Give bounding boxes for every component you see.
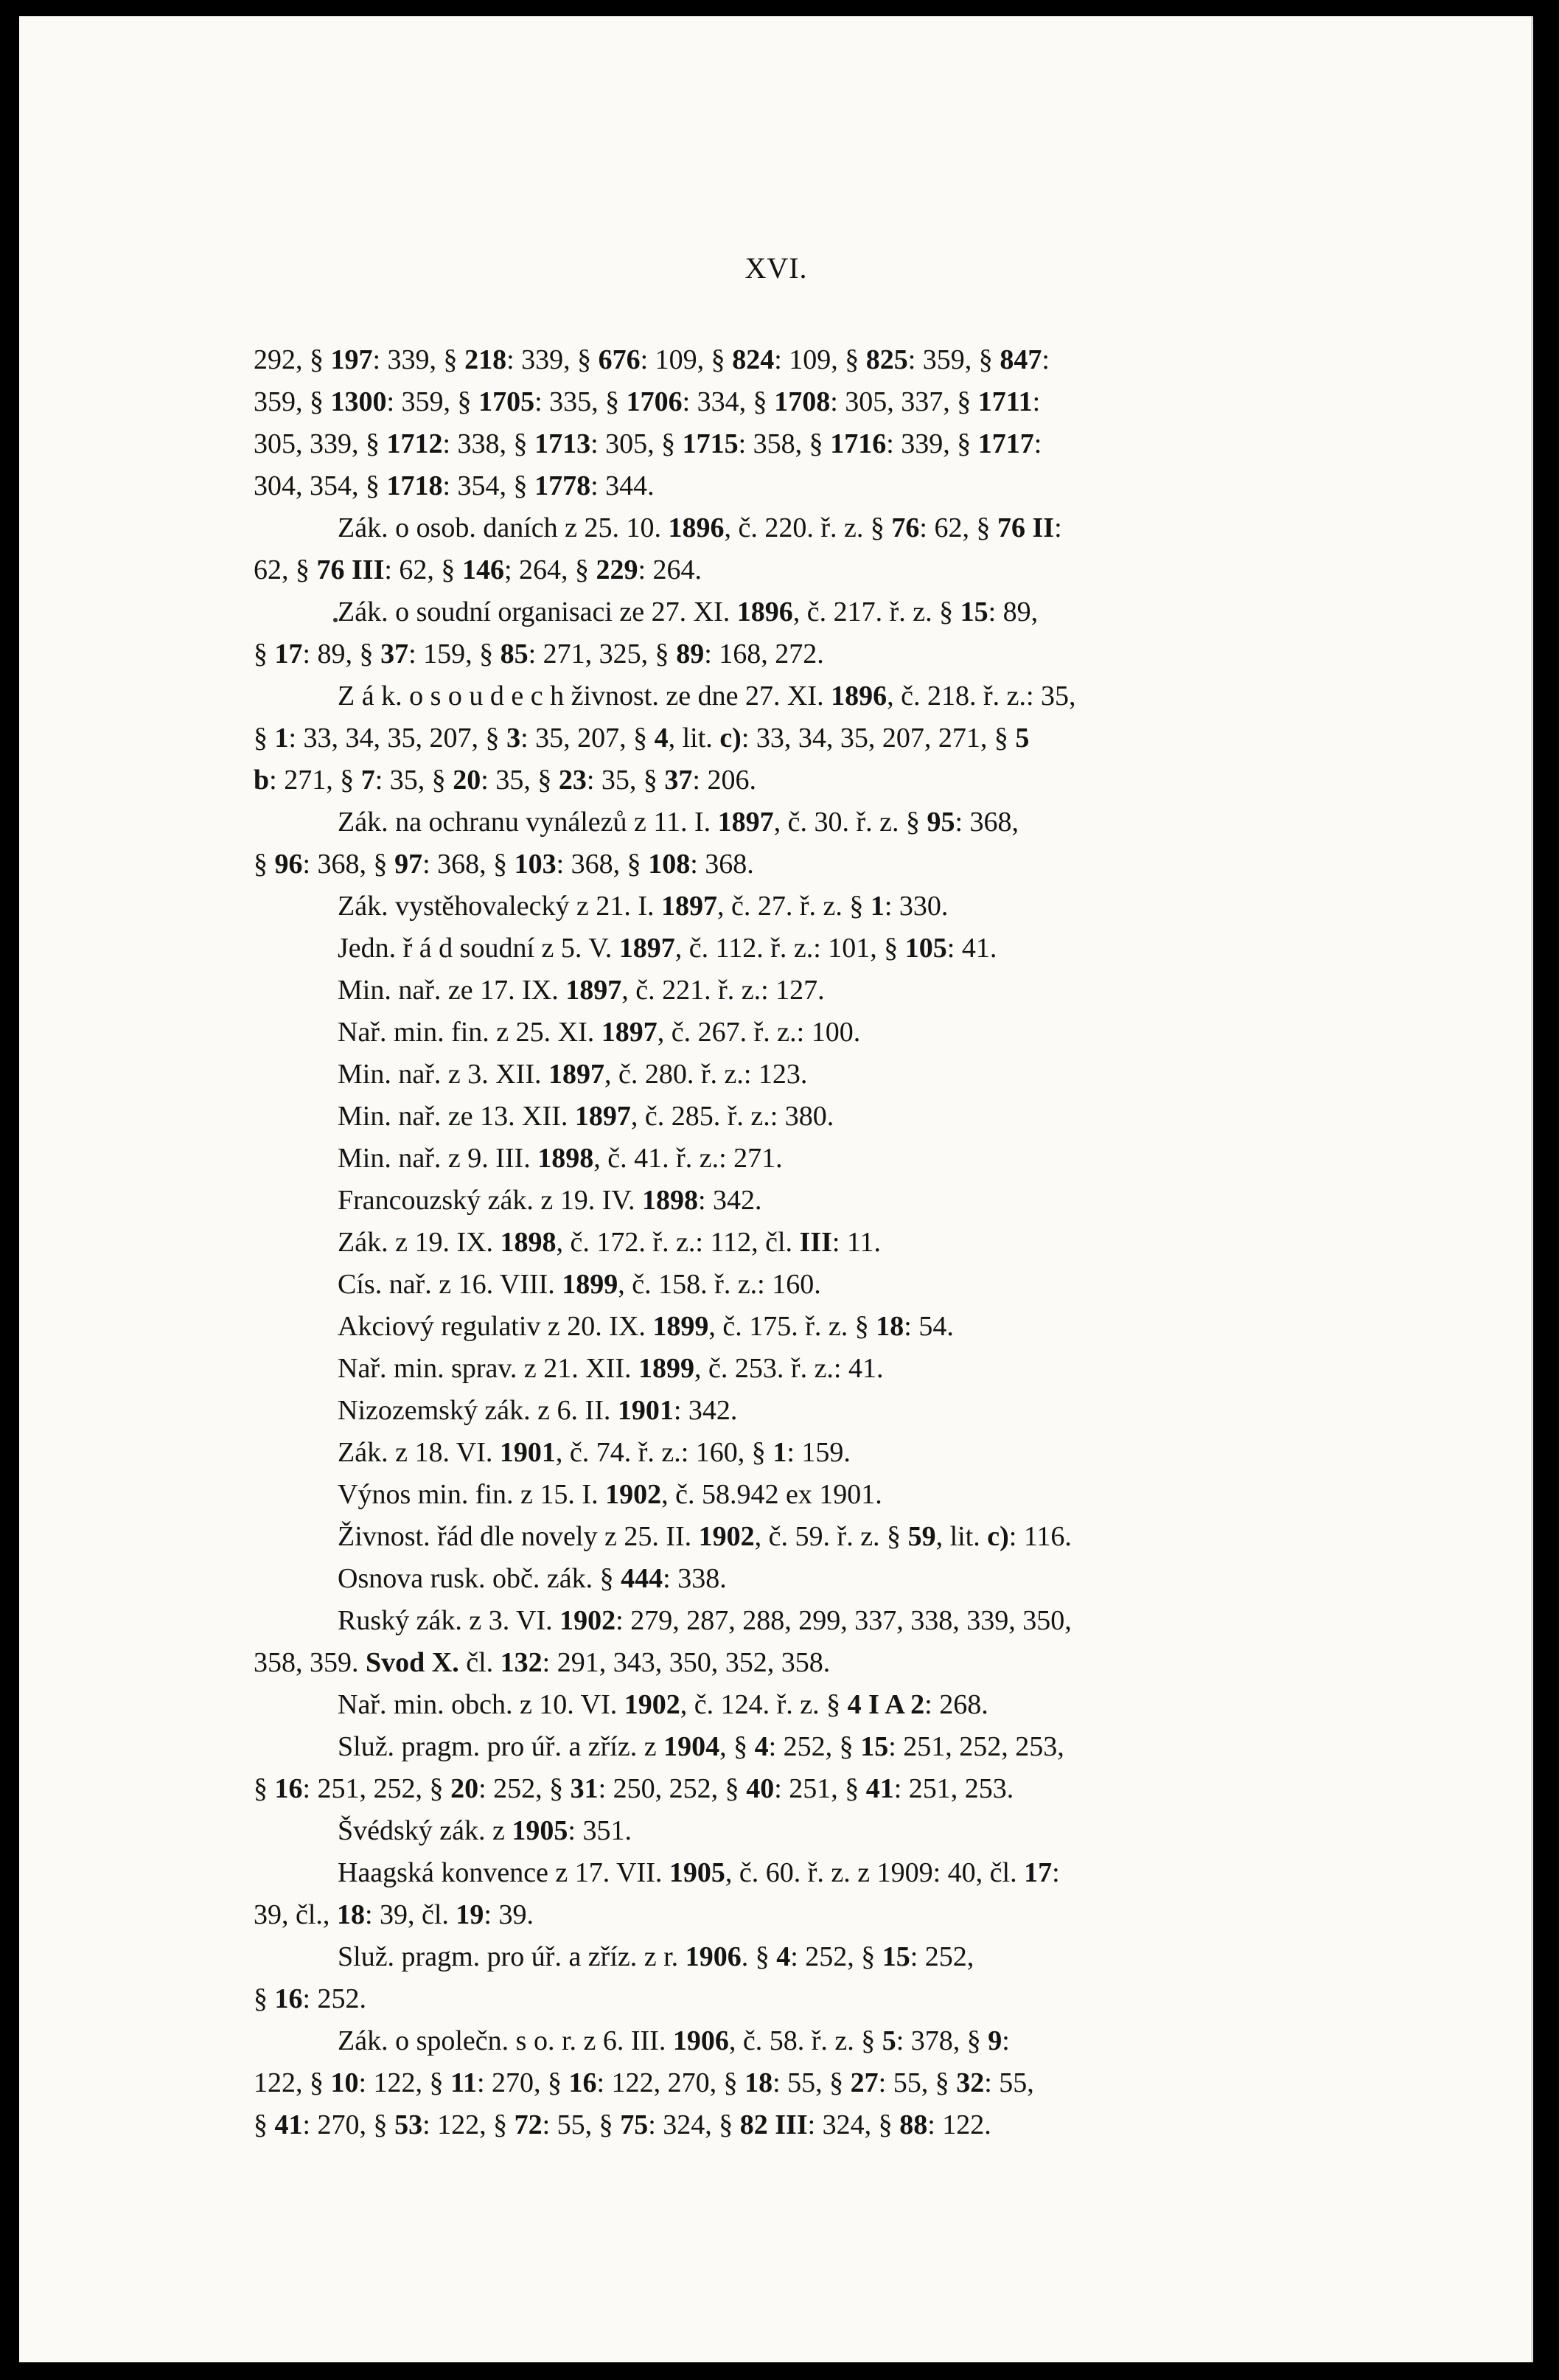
index-entry-line: Osnova rusk. obč. zák. § 444: 338. (338, 1563, 727, 1594)
index-entry-line: Švédský zák. z 1905: 351. (338, 1815, 632, 1846)
index-continuation-line: 39, čl., 18: 39, čl. 19: 39. (254, 1899, 534, 1930)
index-entry-line: Jedn. ř á d soudní z 5. V. 1897, č. 112. ř. z.: 101, § 105: 41. (338, 933, 997, 964)
index-entry-line: Živnost. řád dle novely z 25. II. 1902, č. 59. ř. z. § 59, lit. c): 116. (338, 1521, 1072, 1552)
index-entry-line: Cís. nař. z 16. VIII. 1899, č. 158. ř. z.: 160. (338, 1269, 821, 1300)
index-entry-line: Akciový regulativ z 20. IX. 1899, č. 175. ř. z. § 18: 54. (338, 1311, 954, 1342)
page-edge (1531, 16, 1533, 2362)
index-continuation-line: 62, § 76 III: 62, § 146; 264, § 229: 264. (254, 554, 702, 585)
index-entry-line: Zák. na ochranu vynálezů z 11. I. 1897, č. 30. ř. z. § 95: 368, (338, 807, 1019, 838)
index-entry-line: Služ. pragm. pro úř. a zříz. z 1904, § 4: 252, § 15: 251, 252, 253, (338, 1731, 1064, 1762)
index-continuation-line: § 41: 270, § 53: 122, § 72: 55, § 75: 324, § 82 III: 324, § 88: 122. (254, 2109, 991, 2140)
index-continuation-line: § 17: 89, § 37: 159, § 85: 271, 325, § 89: 168, 272. (254, 639, 824, 669)
index-entry-line: Zák. z 18. VI. 1901, č. 74. ř. z.: 160, § 1: 159. (338, 1437, 851, 1468)
index-continuation-line: 304, 354, § 1718: 354, § 1778: 344. (254, 470, 655, 501)
index-continuation-line: § 16: 252. (254, 1983, 367, 2014)
index-entry-line: Zák. vystěhovalecký z 21. I. 1897, č. 27. ř. z. § 1: 330. (338, 891, 949, 922)
index-continuation-line: 122, § 10: 122, § 11: 270, § 16: 122, 270, § 18: 55, § 27: 55, § 32: 55, (254, 2067, 1034, 2098)
index-entry-line: Nař. min. sprav. z 21. XII. 1899, č. 253. ř. z.: 41. (338, 1353, 884, 1384)
index-continuation-line: 359, § 1300: 359, § 1705: 335, § 1706: 334, § 1708: 305, 337, § 1711: (254, 386, 1041, 417)
page-number: XVI. (744, 251, 808, 285)
index-entry-line: Min. nař. ze 13. XII. 1897, č. 285. ř. z.: 380. (338, 1101, 834, 1132)
index-entry-line: Zák. o osob. daních z 25. 10. 1896, č. 220. ř. z. § 76: 62, § 76 II: (338, 512, 1062, 543)
index-entry-line: Služ. pragm. pro úř. a zříz. z r. 1906. § 4: 252, § 15: 252, (338, 1941, 974, 1972)
index-entry-line: Francouzský zák. z 19. IV. 1898: 342. (338, 1185, 762, 1216)
legal-index-list (254, 339, 1426, 2146)
index-entry-line: Min. nař. z 9. III. 1898, č. 41. ř. z.: 271. (338, 1143, 783, 1174)
index-entry-line: Výnos min. fin. z 15. I. 1902, č. 58.942 ex 1901. (338, 1479, 882, 1510)
index-entry-line: Z á k. o s o u d e c h živnost. ze dne 27. XI. 1896, č. 218. ř. z.: 35, (338, 681, 1076, 711)
speck (333, 618, 338, 622)
document-page (19, 16, 1533, 2362)
index-continuation-line: § 1: 33, 34, 35, 207, § 3: 35, 207, § 4, lit. c): 33, 34, 35, 207, 271, § 5 (254, 723, 1030, 754)
index-continuation-line: 292, § 197: 339, § 218: 339, § 676: 109, § 824: 109, § 825: 359, § 847: (254, 344, 1050, 375)
index-entry-line: Min. nař. ze 17. IX. 1897, č. 221. ř. z.: 127. (338, 975, 825, 1006)
index-continuation-line: 305, 339, § 1712: 338, § 1713: 305, § 1715: 358, § 1716: 339, § 1717: (254, 428, 1042, 459)
index-entry-line: Zák. z 19. IX. 1898, č. 172. ř. z.: 112, čl. III: 11. (338, 1227, 882, 1258)
index-continuation-line: § 96: 368, § 97: 368, § 103: 368, § 108: 368. (254, 849, 754, 880)
index-continuation-line: § 16: 251, 252, § 20: 252, § 31: 250, 252, § 40: 251, § 41: 251, 253. (254, 1773, 1014, 1804)
index-entry-line: Nizozemský zák. z 6. II. 1901: 342. (338, 1395, 738, 1426)
index-entry-line: Nař. min. obch. z 10. VI. 1902, č. 124. ř. z. § 4 I A 2: 268. (338, 1689, 988, 1720)
index-entry-line: Nař. min. fin. z 25. XI. 1897, č. 267. ř. z.: 100. (338, 1017, 861, 1048)
index-entry-line: Ruský zák. z 3. VI. 1902: 279, 287, 288, 299, 337, 338, 339, 350, (338, 1605, 1072, 1636)
index-entry-line: Min. nař. z 3. XII. 1897, č. 280. ř. z.: 123. (338, 1059, 808, 1090)
index-entry-line: Zák. o soudní organisaci ze 27. XI. 1896, č. 217. ř. z. § 15: 89, (338, 596, 1039, 627)
index-continuation-line: b: 271, § 7: 35, § 20: 35, § 23: 35, § 37: 206. (254, 765, 756, 796)
index-entry-line: Haagská konvence z 17. VII. 1905, č. 60. ř. z. z 1909: 40, čl. 17: (338, 1857, 1060, 1888)
index-entry-line: Zák. o společn. s o. r. z 6. III. 1906, č. 58. ř. z. § 5: 378, § 9: (338, 2025, 1010, 2056)
index-continuation-line: 358, 359. Svod X. čl. 132: 291, 343, 350, 352, 358. (254, 1647, 831, 1678)
